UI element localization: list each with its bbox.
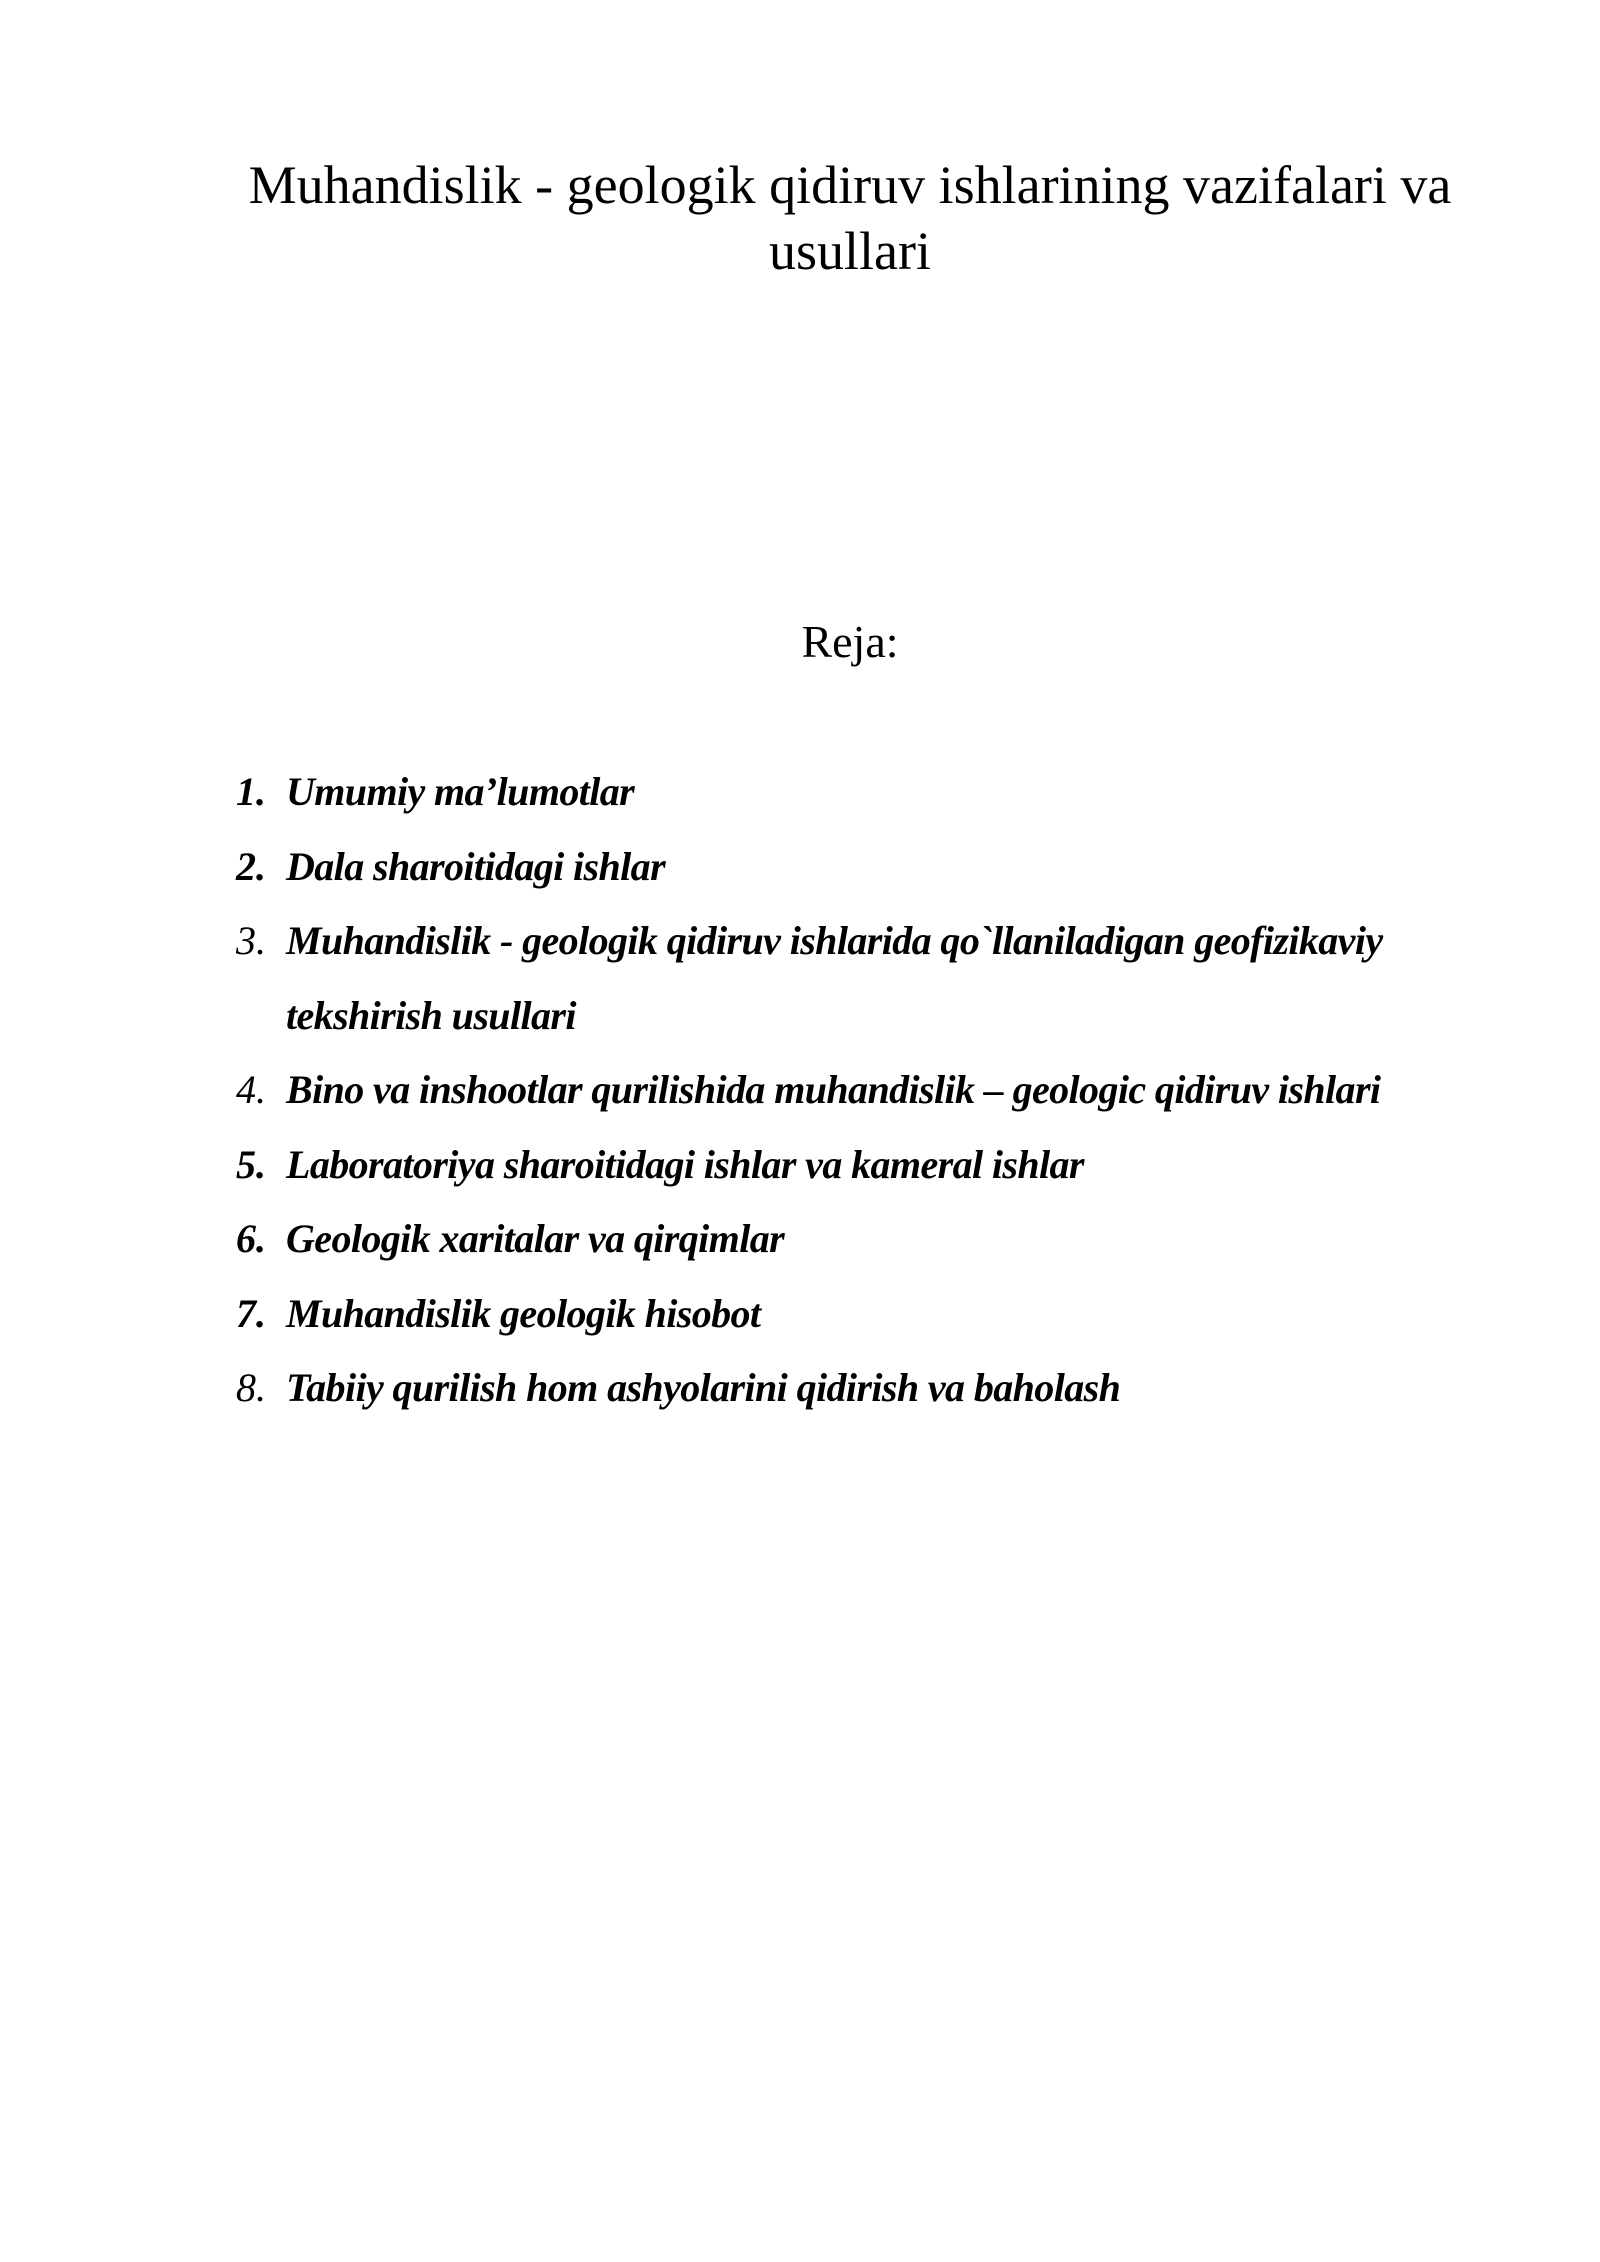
plan-item-text: Muhandislik - geologik qidiruv ishlarida qo`llaniladigan geofizikaviy tekshirish usullari <box>286 918 1383 1038</box>
plan-item-number: 2. <box>236 843 266 889</box>
plan-item-number: 4. <box>236 1067 266 1112</box>
plan-item-text: Tabiiy qurilish hom ashyolarini qidirish va baholash <box>286 1365 1121 1410</box>
plan-item-number: 8. <box>236 1365 266 1410</box>
plan-item-4 <box>236 1053 1396 1128</box>
plan-item-7 <box>236 1277 1396 1352</box>
document-title: Muhandislik - geologik qidiruv ishlarining vazifalari va usullari <box>248 155 1452 281</box>
plan-item-number: 1. <box>236 769 266 814</box>
plan-item-text: Umumiy ma’lumotlar <box>286 769 635 814</box>
plan-item-text: Muhandislik geologik hisobot <box>286 1290 761 1336</box>
plan-item-number: 5. <box>236 1141 266 1187</box>
plan-item-8 <box>236 1351 1396 1426</box>
plan-item-number: 6. <box>236 1216 266 1261</box>
plan-item-5 <box>236 1128 1396 1203</box>
plan-item-text: Dala sharoitidagi ishlar <box>286 843 666 889</box>
plan-item-number: 7. <box>236 1290 266 1336</box>
plan-item-2 <box>236 830 1396 905</box>
plan-item-text: Laboratoriya sharoitidagi ishlar va kameral ishlar <box>286 1141 1084 1187</box>
plan-item-number: 3. <box>236 918 266 963</box>
plan-item-1 <box>236 755 1396 830</box>
plan-item-text: Bino va inshootlar qurilishida muhandislik – geologic qidiruv ishlari <box>286 1067 1381 1112</box>
plan-list <box>236 755 1396 1426</box>
plan-item-6 <box>236 1202 1396 1277</box>
plan-heading: Reja: <box>801 616 899 667</box>
plan-item-3 <box>236 904 1396 1053</box>
plan-item-text: Geologik xaritalar va qirqimlar <box>286 1216 785 1261</box>
